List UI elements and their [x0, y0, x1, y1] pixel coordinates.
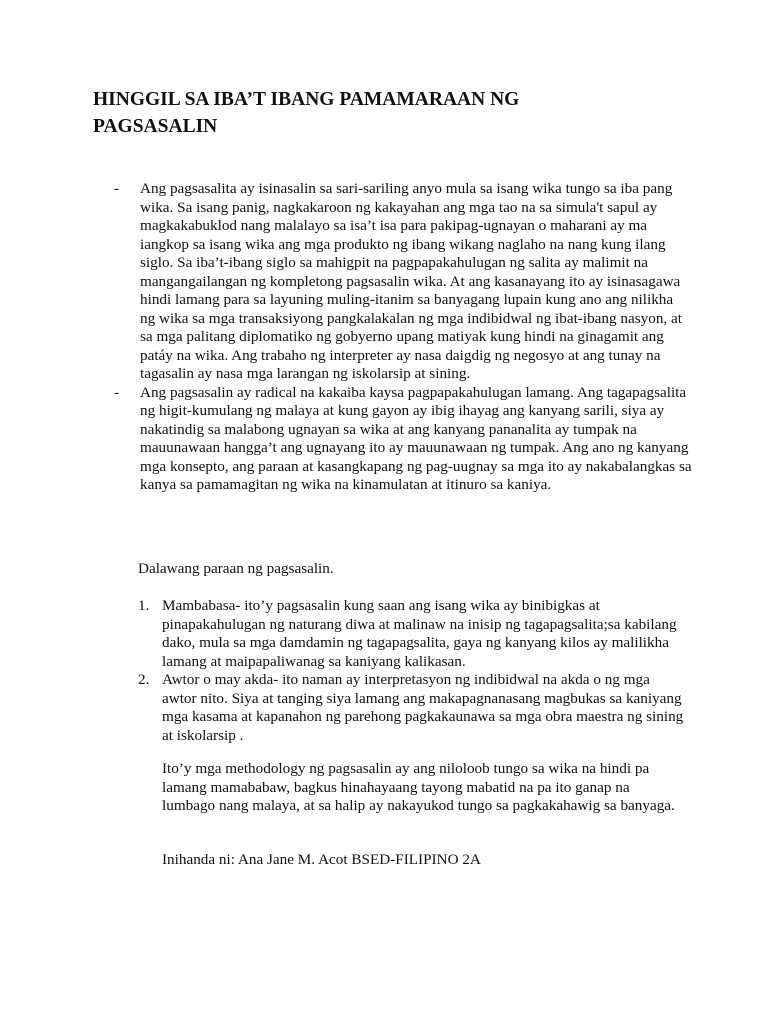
- document-title: [93, 86, 593, 140]
- numbered-item: [138, 597, 688, 671]
- dash-bullet: -: [114, 180, 120, 197]
- bullet-paragraph: [112, 384, 692, 495]
- bullet-paragraph: [112, 180, 692, 384]
- dash-bullet: -: [114, 383, 120, 401]
- item-text: Mambabasa- ito’y pagsasalin kung saan ang isang wika ay binibigkas at pinapakahulugan ng naturang diwa at malinaw na inisip ng tagapagsalita;sa kabilang dako, mula sa mga damdamin ng tagapagsalita, gaya ng kanyang kilos ay malilikha lamang at maipapaliwanag sa kaniyang kalikasan.: [162, 597, 677, 670]
- title-line-1: HINGGIL SA IBA’T IBANG PAMAMARAAN NG: [93, 89, 520, 110]
- bullet-text: Ang pagsasalin ay radical na kakaiba kaysa pagpapakahulugan lamang. Ang tagapagsalita ng higit-kumulang ng malaya at kung gayon ay ibig ihayag ang kanyang sarili, siya ay nakatindig sa malabong ugnayan sa wika at ang kanyang pananalita ay tumpak na mauunawaan hangga’t ang ugnayang ito ay mauunawaan ng tumpak. Ang ano ng kanyang mga konsepto, ang paraan at kasangkapang ng pag-uugnay sa mga ito ay nakabalangkas sa kanya sa pamamagitan ng wika na kinamulatan at itinuro sa kaniya.: [140, 383, 692, 493]
- prepared-by-line: Inihanda ni: Ana Jane M. Acot BSED-FILIPINO 2A: [162, 851, 481, 868]
- numbered-list: [138, 597, 688, 745]
- bullet-text: Ang pagsasalita ay isinasalin sa sari-sariling anyo mula sa isang wika tungo sa iba pang wika. Sa isang panig, nagkakaroon ng kakayahan ang mga tao na sa simula't sapul ay magkakabuklod nang malalayo sa isa’t isa para pakipag-ugnayan o maharani ay ma iangkop sa isang wika ang mga produkto ng ibang wikang naglaho na nang kung ilang siglo. Sa iba’t-ibang siglo sa mahigpit na pagpapakahulugan ng salita ay malimit na mangangailangan ng kompletong pagsasalin wika. At ang kasanayang ito ay isinasagawa hindi lamang para sa layuning muling-itanim sa banyagang lupain kung ano ang nilikha ng wika sa mga transaksiyong pangkalakalan ng mga indibidwal ng ibat-ibang nasyon, at sa mga palitang diplomatiko ng gobyerno upang matiyak kung hindi na ginagamit ang patáy na wika. Ang trabaho ng interpreter ay nasa daigdig ng negosyo at ang tunay na tagasalin ay nasa mga larangan ng iskolarsip at sining.: [140, 180, 682, 382]
- item-number: 2.: [138, 671, 150, 688]
- closing-paragraph: Ito’y mga methodology ng pagsasalin ay ang niloloob tungo sa wika na hindi pa lamang mamababaw, bagkus hinahayaang tayong mabatid na pa ito ganap na lumbago nang malaya, at sa halip ay nakayukod tungo sa pagkakahawig sa banyaga.: [162, 760, 675, 814]
- item-number: 1.: [138, 597, 150, 614]
- numbered-item: [138, 671, 688, 745]
- item-text: Awtor o may akda- ito naman ay interpretasyon ng indibidwal na akda o ng mga awtor nito. Siya at tanging siya lamang ang makapagnanasang magbukas sa kaniyang mga kasama at kapanahon ng parehong pagkakaunawa sa mga obra maestra ng sining at iskolarsip .: [162, 671, 684, 744]
- bullet-list: [112, 180, 692, 495]
- section-label: Dalawang paraan ng pagsasalin.: [138, 560, 334, 577]
- title-line-2: PAGSASALIN: [93, 116, 218, 137]
